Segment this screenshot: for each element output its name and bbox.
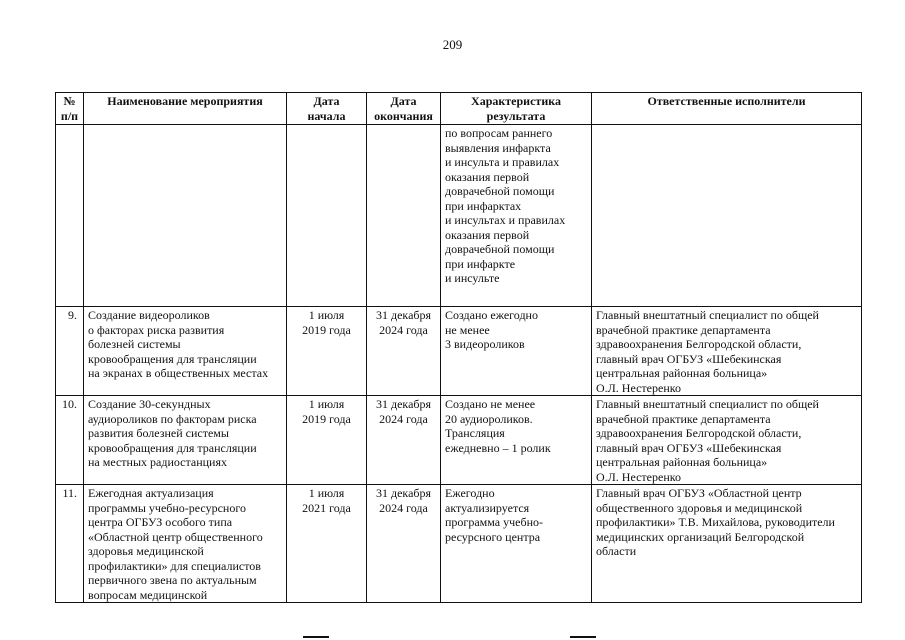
end-date: 31 декабря 2024 года	[367, 396, 441, 485]
header-activity-name: Наименование мероприятия	[84, 93, 287, 125]
start-date: 1 июля 2021 года	[287, 485, 367, 603]
header-start-date: Дата начала	[287, 93, 367, 125]
result-description: по вопросам раннего выявления инфаркта и инсульта и правилах оказания первой доврачебной помощи при инфарктах и инсультах и правилах оказания первой доврачебной помощи при инфаркте и инсульте	[441, 125, 592, 307]
activity-name: Создание 30-секундных аудиороликов по факторам риска развития болезней системы кровообращения для трансляции на местных радиостанциях	[84, 396, 287, 485]
activity-name	[84, 125, 287, 307]
row-number	[56, 125, 84, 307]
table-row	[56, 125, 862, 307]
start-date	[287, 125, 367, 307]
row-number: 9.	[56, 307, 84, 396]
end-date: 31 декабря 2024 года	[367, 307, 441, 396]
table-header-row	[56, 93, 862, 125]
page-number: 209	[442, 37, 463, 52]
header-end-date: Дата окончания	[367, 93, 441, 125]
activity-name: Ежегодная актуализация программы учебно-ресурсного центра ОГБУЗ особого типа «Областной центр общественного здоровья медицинской профилактики» для специалистов первичного звена по актуальным вопросам медицинской	[84, 485, 287, 603]
result-description: Создано не менее 20 аудиороликов. Трансляция ежедневно – 1 ролик	[441, 396, 592, 485]
start-date: 1 июля 2019 года	[287, 307, 367, 396]
start-date: 1 июля 2019 года	[287, 396, 367, 485]
table-row	[56, 396, 862, 485]
end-date	[367, 125, 441, 307]
activity-name: Создание видеороликов о факторах риска развития болезней системы кровообращения для трансляции на экранах в общественных местах	[84, 307, 287, 396]
responsible-party: Главный врач ОГБУЗ «Областной центр общественного здоровья и медицинской профилактики» Т.В. Михайлова, руководители медицинских организаций Белгородской области	[592, 485, 862, 603]
end-date: 31 декабря 2024 года	[367, 485, 441, 603]
table-row	[56, 485, 862, 603]
scan-edge-line	[303, 636, 329, 638]
responsible-party	[592, 125, 862, 307]
result-description: Ежегодно актуализируется программа учебно- ресурсного центра	[441, 485, 592, 603]
header-responsible: Ответственные исполнители	[592, 93, 862, 125]
header-result: Характеристика результата	[441, 93, 592, 125]
header-number: № п/п	[56, 93, 84, 125]
responsible-party: Главный внештатный специалист по общей врачебной практике департамента здравоохранения Белгородской области, главный врач ОГБУЗ «Шебекинская центральная районная больница» О.Л. Нестеренко	[592, 396, 862, 485]
responsible-party: Главный внештатный специалист по общей врачебной практике департамента здравоохранения Белгородской области, главный врач ОГБУЗ «Шебекинская центральная районная больница» О.Л. Нестеренко	[592, 307, 862, 396]
result-description: Создано ежегодно не менее 3 видеороликов	[441, 307, 592, 396]
scan-edge-line	[570, 636, 596, 638]
row-number: 10.	[56, 396, 84, 485]
row-number: 11.	[56, 485, 84, 603]
activities-table	[55, 92, 862, 603]
table-row	[56, 307, 862, 396]
